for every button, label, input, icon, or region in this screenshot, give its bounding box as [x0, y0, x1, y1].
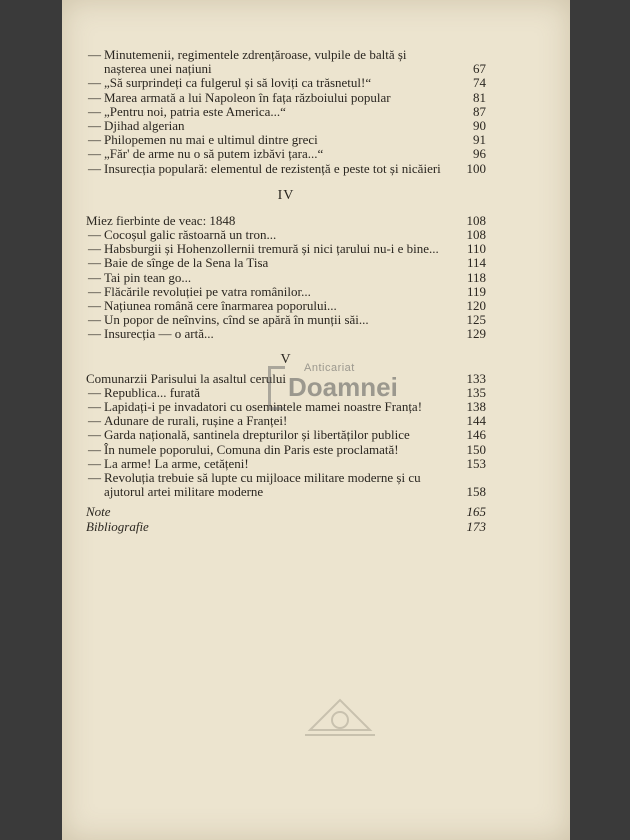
toc-entry: — Lapidați-i pe invadatori cu osemintele mamei noastre Franța! 138: [88, 399, 486, 415]
toc-entry: — Garda națională, santinela drepturilor și libertăților publice 146: [88, 427, 486, 443]
toc-entry: — „Făr' de arme nu o să putem izbăvi țara...“ 96: [88, 146, 486, 162]
toc-entry: — Flăcările revoluției pe vatra românilor... 119: [88, 283, 486, 299]
table-of-contents: [86, 48, 486, 534]
toc-entry: — „Pentru noi, patria este America...“ 87: [88, 103, 486, 119]
shop-watermark: Anticariat Doamnei: [268, 360, 428, 420]
toc-entry: — Insurecția — o artă... 129: [88, 326, 486, 342]
toc-entry: — Un popor de neînvins, cînd se apără în munții săi... 125: [88, 312, 486, 328]
toc-entry: — Habsburgii și Hohenzollernii tremură și nici țarului nu-i e bine... 110: [88, 241, 486, 257]
toc-entry: — La arme! La arme, cetățeni! 153: [88, 455, 486, 471]
toc-entry: — „Să surprindeți ca fulgerul și să loviți ca trăsnetul!“ 74: [88, 75, 486, 91]
section-3-list: [86, 48, 486, 176]
toc-entry: — Cocoșul galic răstoarnă un tron... 108: [88, 227, 486, 243]
backmatter-list: [86, 505, 486, 533]
printer-emblem-icon: [300, 690, 380, 740]
toc-entry: — Națiunea română cere înarmarea poporului... 120: [88, 298, 486, 314]
toc-entry: — Republica... furată 135: [88, 384, 486, 400]
section-4-numeral: IV: [277, 187, 295, 203]
toc-entry: — În numele poporului, Comuna din Paris este proclamată! 150: [88, 441, 486, 457]
toc-entry: — Insurecția populară: elementul de rezistență e peste tot și nicăieri 100: [88, 160, 486, 176]
toc-entry: — Adunare de rurali, rușine a Franței! 144: [88, 413, 486, 429]
section-4-title: Miez fierbinte de veac: 1848 108: [86, 212, 486, 228]
section-5-title: Comunarzii Parisului la asaltul cerului 133: [86, 370, 486, 386]
toc-entry: — Tai pin tean go... 118: [88, 269, 486, 285]
watermark-logo-icon: [268, 366, 285, 410]
toc-entry-notes: Note 165: [86, 504, 486, 520]
toc-entry: — Minutemenii, regimentele zdrențăroase, vulpile de baltă și nașterea unei națiuni 67: [88, 47, 486, 77]
section-5-numeral: V: [280, 351, 292, 367]
toc-entry: — Marea armată a lui Napoleon în fața războiului popular 81: [88, 89, 486, 105]
toc-entry: — Baie de sînge de la Sena la Tisa 114: [88, 255, 486, 271]
toc-entry: — Djihad algerian 90: [88, 118, 486, 134]
section-4-list: [86, 214, 486, 342]
toc-entry: — Revoluția trebuie să lupte cu mijloace militare moderne și cu ajutorul artei militare moderne 158: [88, 470, 486, 500]
toc-entry-bibliography: Bibliografie 173: [86, 518, 486, 534]
toc-entry: — Philopemen nu mai e ultimul dintre greci 91: [88, 132, 486, 148]
